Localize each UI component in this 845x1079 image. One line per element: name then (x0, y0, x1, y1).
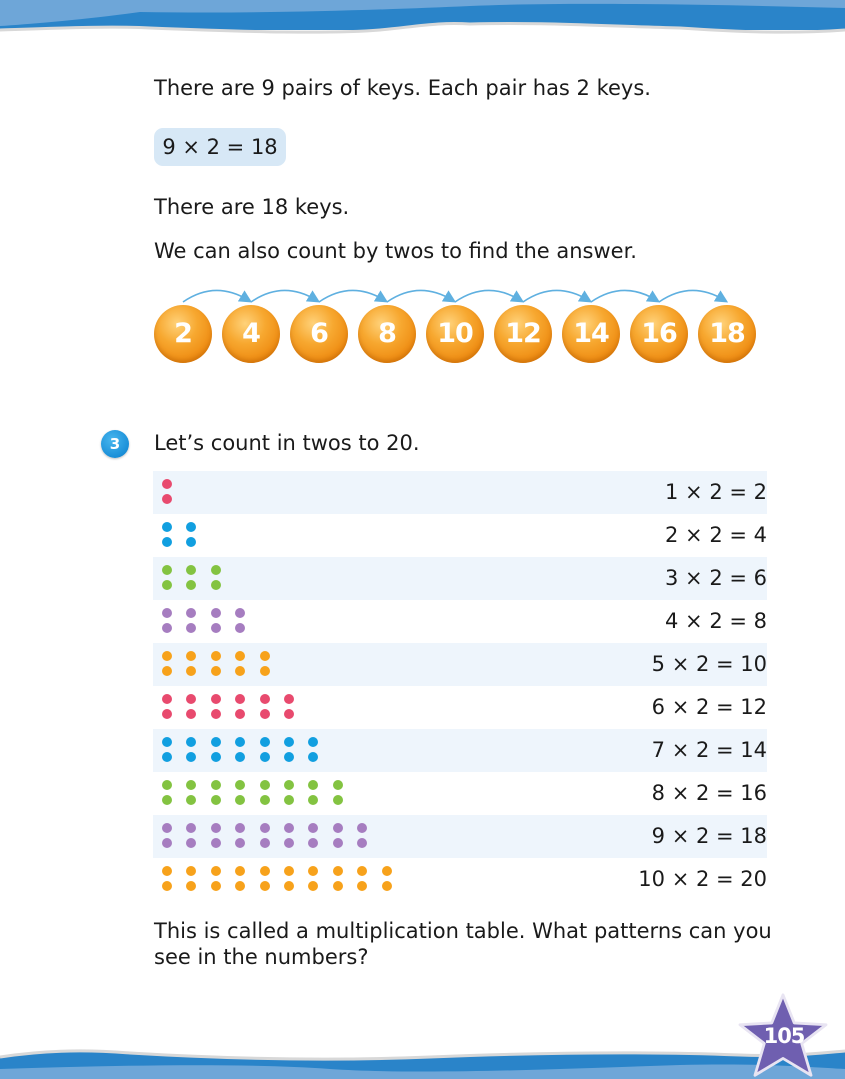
table-row (153, 729, 767, 772)
dot (235, 866, 245, 876)
row-equation: 1 × 2 = 2 (665, 480, 767, 504)
dot (260, 823, 270, 833)
dot (235, 709, 245, 719)
dot (186, 866, 196, 876)
table-row (153, 471, 767, 514)
dot (284, 838, 294, 848)
dot (333, 866, 343, 876)
dot (260, 651, 270, 661)
dot (186, 651, 196, 661)
dot (211, 752, 221, 762)
dot (162, 838, 172, 848)
closing-line-2: see in the numbers? (154, 945, 369, 969)
dot (186, 522, 196, 532)
dot (186, 608, 196, 618)
table-row (153, 858, 767, 901)
dot (235, 780, 245, 790)
dot (211, 709, 221, 719)
dot (357, 866, 367, 876)
table-row (153, 600, 767, 643)
dot (308, 881, 318, 891)
dot (284, 866, 294, 876)
dot (162, 651, 172, 661)
dot (211, 737, 221, 747)
number-ball: 6 (290, 305, 348, 363)
dot (284, 823, 294, 833)
dot (211, 608, 221, 618)
dot (357, 881, 367, 891)
dot (162, 881, 172, 891)
dot (235, 666, 245, 676)
question-number-badge: 3 (101, 430, 129, 458)
number-ball: 2 (154, 305, 212, 363)
dot (260, 694, 270, 704)
intro-line-total: There are 18 keys. (154, 195, 350, 219)
number-ball: 10 (426, 305, 484, 363)
row-equation: 2 × 2 = 4 (665, 523, 767, 547)
number-ball: 12 (494, 305, 552, 363)
dot (186, 838, 196, 848)
table-row (153, 772, 767, 815)
equation-box: 9 × 2 = 18 (154, 128, 286, 166)
bottom-wave-banner (0, 1039, 845, 1079)
dot (260, 709, 270, 719)
table-row (153, 557, 767, 600)
dot (284, 752, 294, 762)
dot (211, 838, 221, 848)
dot (186, 623, 196, 633)
dot (211, 823, 221, 833)
dot (186, 537, 196, 547)
dot (211, 580, 221, 590)
multiplication-table (153, 471, 767, 901)
dot (186, 580, 196, 590)
dot (162, 780, 172, 790)
dot (308, 752, 318, 762)
number-ball: 14 (562, 305, 620, 363)
dot (333, 881, 343, 891)
table-row (153, 643, 767, 686)
dot (260, 866, 270, 876)
number-ball: 8 (358, 305, 416, 363)
dot (235, 608, 245, 618)
row-equation: 8 × 2 = 16 (651, 781, 767, 805)
dot (211, 780, 221, 790)
dot (211, 881, 221, 891)
intro-line-pairs: There are 9 pairs of keys. Each pair has 2 keys. (154, 76, 651, 100)
dot (186, 666, 196, 676)
dot (211, 565, 221, 575)
dot (284, 709, 294, 719)
dot (162, 795, 172, 805)
dot (235, 651, 245, 661)
dot (260, 666, 270, 676)
dot (235, 881, 245, 891)
row-equation: 4 × 2 = 8 (665, 609, 767, 633)
dot (260, 838, 270, 848)
dot (235, 737, 245, 747)
top-wave-banner (0, 0, 845, 45)
row-equation: 7 × 2 = 14 (651, 738, 767, 762)
table-row (153, 514, 767, 557)
dot (162, 537, 172, 547)
dot (260, 752, 270, 762)
dot (211, 694, 221, 704)
dot (162, 565, 172, 575)
dot (308, 838, 318, 848)
dot (284, 694, 294, 704)
dot (235, 823, 245, 833)
question-prompt: Let’s count in twos to 20. (154, 431, 420, 455)
dot (235, 795, 245, 805)
dot (357, 823, 367, 833)
dot (308, 795, 318, 805)
dot (382, 881, 392, 891)
dot (186, 752, 196, 762)
dot (260, 780, 270, 790)
dot (284, 795, 294, 805)
dot (357, 838, 367, 848)
dot (211, 651, 221, 661)
number-ball: 4 (222, 305, 280, 363)
table-row (153, 815, 767, 858)
dot (235, 838, 245, 848)
dot (162, 623, 172, 633)
dot (284, 780, 294, 790)
row-equation: 6 × 2 = 12 (651, 695, 767, 719)
dot (162, 752, 172, 762)
dot (186, 709, 196, 719)
number-ball: 16 (630, 305, 688, 363)
dot (162, 494, 172, 504)
dot (186, 823, 196, 833)
dot (333, 823, 343, 833)
dot (162, 580, 172, 590)
row-equation: 3 × 2 = 6 (665, 566, 767, 590)
dot (186, 795, 196, 805)
dot (162, 666, 172, 676)
dot (211, 795, 221, 805)
dot (211, 866, 221, 876)
dot (162, 737, 172, 747)
dot (308, 780, 318, 790)
dot (162, 694, 172, 704)
dot (186, 780, 196, 790)
dot (186, 737, 196, 747)
row-equation: 5 × 2 = 10 (651, 652, 767, 676)
dot (333, 780, 343, 790)
dot (235, 752, 245, 762)
closing-line-1: This is called a multiplication table. What patterns can you (154, 919, 772, 943)
dot (162, 608, 172, 618)
dot (186, 694, 196, 704)
dot (284, 881, 294, 891)
row-equation: 10 × 2 = 20 (638, 867, 767, 891)
dot (308, 737, 318, 747)
dot (162, 866, 172, 876)
dot (333, 838, 343, 848)
dot (235, 694, 245, 704)
dot (308, 823, 318, 833)
dot (162, 479, 172, 489)
dot (284, 737, 294, 747)
number-ball: 18 (698, 305, 756, 363)
dot (382, 866, 392, 876)
dot (211, 666, 221, 676)
table-row (153, 686, 767, 729)
dot (162, 709, 172, 719)
dot (211, 623, 221, 633)
row-equation: 9 × 2 = 18 (651, 824, 767, 848)
dot (162, 823, 172, 833)
dot (333, 795, 343, 805)
dot (260, 881, 270, 891)
dot (260, 795, 270, 805)
page-number: 105 (763, 1024, 805, 1048)
dot (260, 737, 270, 747)
dot (235, 623, 245, 633)
dot (308, 866, 318, 876)
dot (186, 881, 196, 891)
dot (162, 522, 172, 532)
intro-line-count-twos: We can also count by twos to find the answer. (154, 239, 637, 263)
dot (186, 565, 196, 575)
